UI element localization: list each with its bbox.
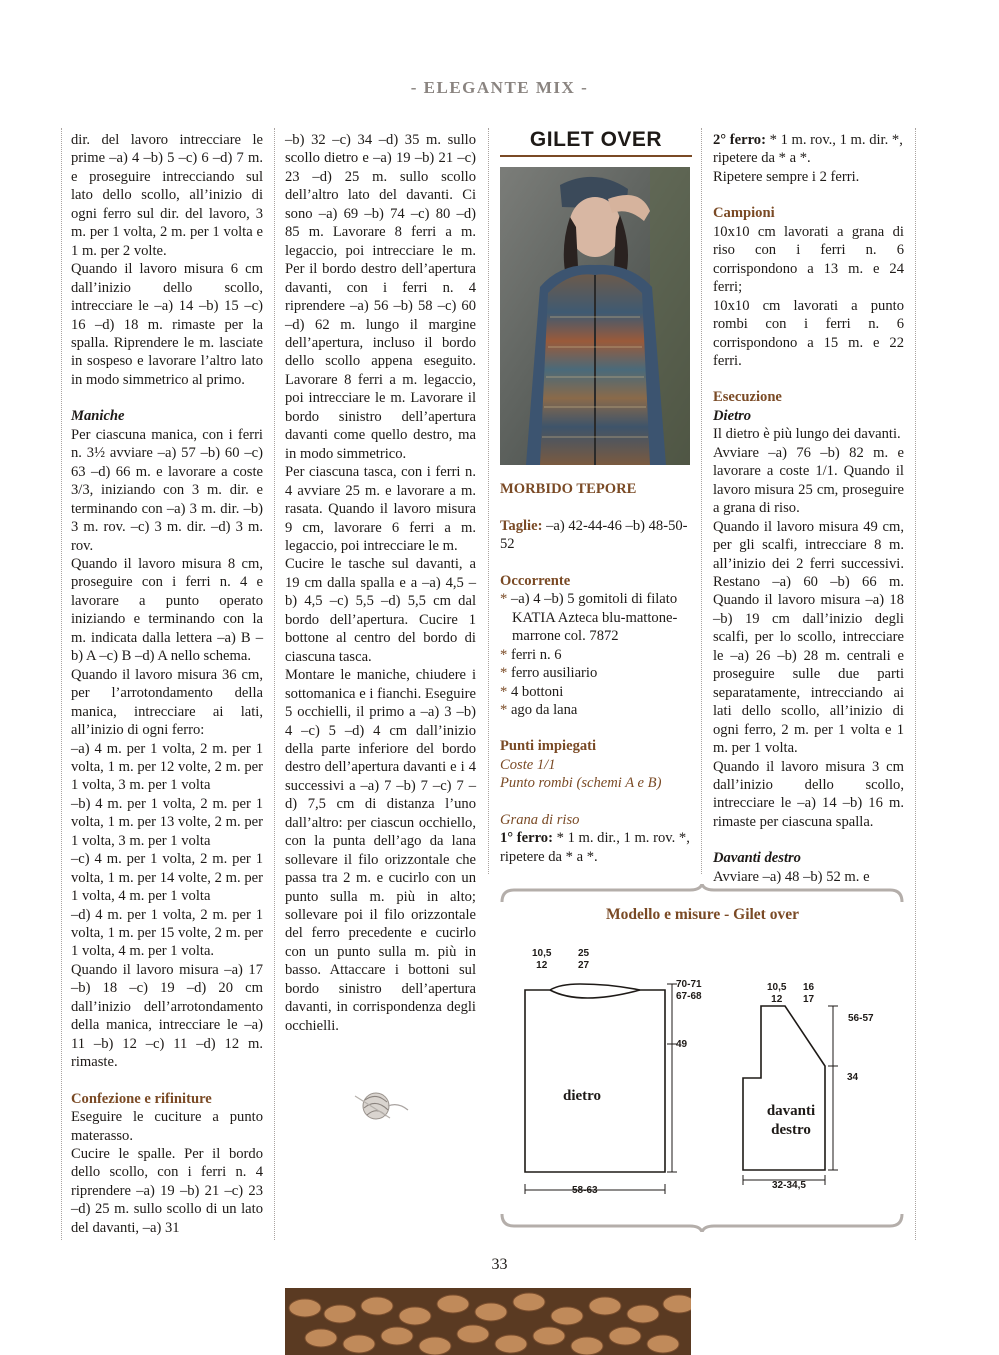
row-text: * 1 m. rov., 1 m. dir. *, ripetere da * a *. — [713, 132, 903, 167]
column-divider — [274, 128, 275, 1240]
sizes-value: –a) 42-44-46 –b) 48-50-52 — [500, 517, 688, 553]
list-item — [500, 683, 692, 701]
paragraph: –b) 32 –c) 34 –d) 35 m. sullo scollo dietro e –a) 19 –b) 21 –c) 23 –d) 25 m. sullo scollo dell’altro lato del davanti. Ci sono –a) 69 –b) 74 –c) 80 –d) 85 m. Lavorare 8 ferri a m. legaccio, poi intrecciare le m. Per il bordo destro dell’apertura davanti, con i ferri n. 4 riprendere –a) 56 –b) 58 –c) 60 –d) 62 m. lungo il margine dell’apertura, incluso il bordo dello scollo appena eseguito. Lavorare 8 ferri a m. legaccio, poi intrecciare le m. Lavorare il bordo sinistro dell’apertura davanti come quello destro, ma in modo simmetrico. — [285, 132, 476, 462]
bullet-marker: * — [500, 665, 508, 682]
list-item — [500, 646, 692, 664]
label-line: davanti — [766, 1103, 816, 1119]
measure: 10,5 — [532, 948, 552, 959]
measure: 16 — [803, 982, 815, 993]
paragraph: Per ciascuna tasca, con i ferri n. 4 avviare 25 m. e lavorare a m. rasata. Quando il lavoro misura 9 cm, lavorare 6 ferri a m. legaccio, poi intrecciare le m. — [285, 464, 476, 554]
measure: 10,5 — [767, 982, 787, 993]
text-column-4 — [713, 131, 904, 886]
sizes-label: Taglie: — [500, 517, 543, 534]
paragraph: Avviare –a) 48 –b) 52 m. e — [713, 868, 870, 885]
section-heading-campioni: Campioni — [713, 205, 775, 222]
stitch-item: Coste 1/1 — [500, 756, 556, 773]
section-heading-confezione: Confezione e rifiniture — [71, 1090, 212, 1107]
paragraph: Cucire le spalle. Per il bordo dello scollo, con i ferri n. 4 riprendere –a) 19 –b) 21 –c) 23 –d) 25 m. sullo scollo di un lato del davanti, –a) 31 — [71, 1146, 263, 1236]
model-photo — [500, 167, 690, 465]
pattern-schema — [500, 884, 905, 1232]
paragraph: Quando il lavoro misura 49 cm, per gli scalfi, intrecciare 8 m. all’inizio dei 2 ferri successivi. Restano –a) 60 –b) 66 m. Quando il lavoro misura –a) 18 –b) 19 cm dall’inizio degli scalfi, per lo scollo, intrecciare le –a) 26 –b) 28 m. centrali e proseguire sulle due parti separatamente, intrecciando ai lati dello scollo, all’inizio di ogni ferro, 2 m. per 1 volta e 1 m. per 1 volta. — [713, 518, 904, 757]
paragraph: 10x10 cm lavorati a punto rombi con i ferri n. 6 corrispondono a 15 m. e 22 ferri. — [713, 297, 904, 369]
paragraph: Quando il lavoro misura 8 cm, proseguire con i ferri n. 4 e lavorare a punto operato iniziando e terminando con la m. indicata dalla lettera –a) B –b) A –c) B –d) A nello schema. — [71, 555, 263, 665]
text-column-3 — [500, 128, 692, 866]
bullet-marker: * — [500, 683, 508, 700]
paragraph: Il dietro è più lungo dei davanti. — [713, 426, 901, 443]
list-item-text: 4 bottoni — [510, 683, 564, 700]
column-divider — [488, 128, 489, 874]
paragraph: Cucire le tasche sul davanti, a 19 cm dalla spalla e a –a) 4,5 –b) 4,5 –c) 5,5 –d) 5,5 cm dal bordo dell’apertura. Cucire 1 bottone al centro del bordo di ciascuna tasca. — [285, 556, 476, 665]
knit-texture-illustration — [285, 1288, 691, 1355]
row-label: 1° ferro: — [500, 830, 553, 847]
label-width: 58-63 — [572, 1185, 598, 1196]
section-heading-punti: Punti impiegati — [500, 738, 597, 755]
paragraph: Montare le maniche, chiudere i sottomanica e i fianchi. Eseguire 5 occhielli, il primo a –a) 3 –b) 4 –c) 5 –d) 4 cm dall’inizio della parte inferiore del bordo destro dell’apertura davanti e i 4 successivi a –a) 7 –b) 7 –c) 7 –d) 7,5 cm di distanza l’uno dall’altro: per ciascun occhiello, con la punta dell’ago da lana sollevare il filo orizzontale che passa tra 2 m. e cucirlo con un punto sulla m. più in alto; sollevare poi il filo orizzontale del ferro precedente e cucirlo con un punto sulla m. più in basso. Attaccare i bottoni sul bordo sinistro dell’apertura davanti, in corrispondenza degli occhielli. — [285, 667, 476, 1034]
list-item-text: ferro ausiliario — [510, 665, 598, 682]
label-front-body-height: 34 — [847, 1072, 859, 1083]
section-heading-maniche: Maniche — [71, 408, 125, 425]
section-heading-occorrente: Occorrente — [500, 572, 571, 589]
schema-title: Modello e misure - Gilet over — [606, 906, 799, 923]
list-item — [500, 590, 692, 645]
list-item-text: ago da lana — [510, 701, 578, 718]
paragraph: –b) 4 m. per 1 volta, 2 m. per 1 volta, 1 m. per 13 volte, 2 m. per 1 volta, 3 m. per 1 volta — [71, 795, 263, 849]
paragraph: Avviare –a) 76 –b) 82 m. e lavorare a coste 1/1. Quando il lavoro misura 25 cm, proseguire a grana di riso. — [713, 444, 904, 517]
paragraph: –c) 4 m. per 1 volta, 2 m. per 1 volta, 1 m. per 14 volte, 2 m. per 1 volta, 4 m. per 1 volta — [71, 851, 263, 905]
label-front-width: 32-34,5 — [772, 1180, 806, 1191]
page-header: - ELEGANTE MIX - — [410, 78, 589, 97]
stitch-item: Punto rombi (schemi A e B) — [500, 775, 662, 792]
front-piece-diagram — [735, 994, 875, 1194]
label-front-neck — [803, 982, 814, 1006]
paragraph: –a) 4 m. per 1 volta, 2 m. per 1 volta, 1 m. per 12 volte, 2 m. per 1 volta, 3 m. per 1 volta — [71, 740, 263, 794]
paragraph: –d) 4 m. per 1 volta, 2 m. per 1 volta, 1 m. per 15 volte, 2 m. per 1 volta, 4 m. per 1 volta. — [71, 906, 263, 960]
measure: 17 — [803, 994, 815, 1005]
paragraph: Quando il lavoro misura –a) 17 –b) 18 –c) 19 –d) 20 cm dall’inizio dell’arrotondamento della manica, intrecciare le –a) 11 –b) 12 –c) 11 –d) 12 m. rimaste. — [71, 961, 263, 1071]
paragraph: Quando il lavoro misura 6 cm dall’inizio dello scollo, intrecciare le –a) 14 –b) 15 –c) 16 –d) 18 m. rimaste per la spalla. Riprendere le m. lasciate in sospeso e lavorare l’altro lato in modo simmetrico al primo. — [71, 261, 263, 388]
list-item — [500, 664, 692, 682]
label-shoulder — [532, 948, 551, 972]
label-front-shoulder — [767, 982, 786, 1006]
text-column-1 — [71, 131, 263, 1237]
paragraph — [500, 829, 692, 866]
article-title: GILET OVER — [500, 131, 692, 157]
knit-texture-image — [285, 1288, 691, 1355]
paragraph: Quando il lavoro misura 36 cm, per l’arrotondamento della manica, intrecciare ai lati, all’inizio di ogni ferro: — [71, 666, 263, 739]
paragraph: Per ciascuna manica, con i ferri n. 3½ avviare –a) 57 –b) 60 –c) 63 –d) 66 m. e lavorare a coste 3/3, iniziando con 3 m. dir. e terminando con –a) 3 m. dir. –b) 3 m. rov. –c) 3 m. dir. –d) 3 m. rov. — [71, 426, 263, 554]
measure: 12 — [771, 994, 783, 1005]
measure: 27 — [578, 960, 590, 971]
label-line: destro — [771, 1122, 811, 1138]
label-total-height — [676, 979, 702, 1003]
page-number: 33 — [491, 1256, 508, 1273]
row-label: 2° ferro: — [713, 132, 766, 148]
bullet-marker: * — [500, 701, 508, 718]
front-piece-label — [756, 1102, 826, 1140]
subsection-heading-dietro: Dietro — [713, 407, 752, 424]
paragraph — [713, 131, 904, 168]
measure: 67-68 — [676, 991, 702, 1002]
list-item — [500, 701, 692, 719]
measure: 70-71 — [676, 979, 702, 990]
subsection-heading-davanti: Davanti destro — [713, 850, 801, 867]
paragraph: dir. del lavoro intrecciare le prime –a) 4 –b) 5 –c) 6 –d) 7 m. e proseguire intrecciando sul lato dello scollo, all’inizio di ogni ferro sul dir. del lavoro, 3 m. per 1 volta, 2 m. per 1 volta e 1 m. per 2 volte. — [71, 132, 263, 259]
subsection-heading-grana: Grana di riso — [500, 811, 580, 828]
back-piece-label: dietro — [563, 1088, 602, 1104]
subtitle: MORBIDO TEPORE — [500, 481, 637, 498]
paragraph: Eseguire le cuciture a punto materasso. — [71, 1109, 263, 1144]
list-item-text: –a) 4 –b) 5 gomitoli di filato KATIA Azteca blu-mattone-marrone col. 7872 — [510, 591, 678, 645]
yarn-ball-icon — [350, 1088, 412, 1124]
label-front-height: 56-57 — [848, 1013, 874, 1024]
margin-rule — [61, 128, 62, 1240]
paragraph: Ripetere sempre i 2 ferri. — [713, 168, 860, 185]
measure: 25 — [578, 948, 590, 959]
paragraph: Quando il lavoro misura 3 cm dall’inizio dello scollo, intrecciare le –a) 14 –b) 16 m. rimaste per ciascuna spalla. — [713, 758, 904, 830]
bullet-marker: * — [500, 646, 508, 663]
text-column-2 — [285, 131, 476, 1035]
section-heading-esecuzione: Esecuzione — [713, 389, 782, 406]
model-photo-illustration — [500, 167, 690, 465]
margin-rule — [915, 128, 916, 1240]
row-text: * 1 m. dir., 1 m. rov. *, ripetere da * a *. — [500, 830, 690, 865]
paragraph: 10x10 cm lavorati a grana di riso con i ferri n. 6 corrispondono a 13 m. e 24 ferri; — [713, 223, 904, 296]
measure: 12 — [536, 960, 548, 971]
list-item-text: ferri n. 6 — [510, 646, 562, 663]
bullet-marker: * — [500, 591, 508, 608]
column-divider — [701, 128, 702, 874]
sizes — [500, 517, 692, 554]
label-neck — [578, 948, 589, 972]
label-body-height: 49 — [676, 1039, 688, 1050]
